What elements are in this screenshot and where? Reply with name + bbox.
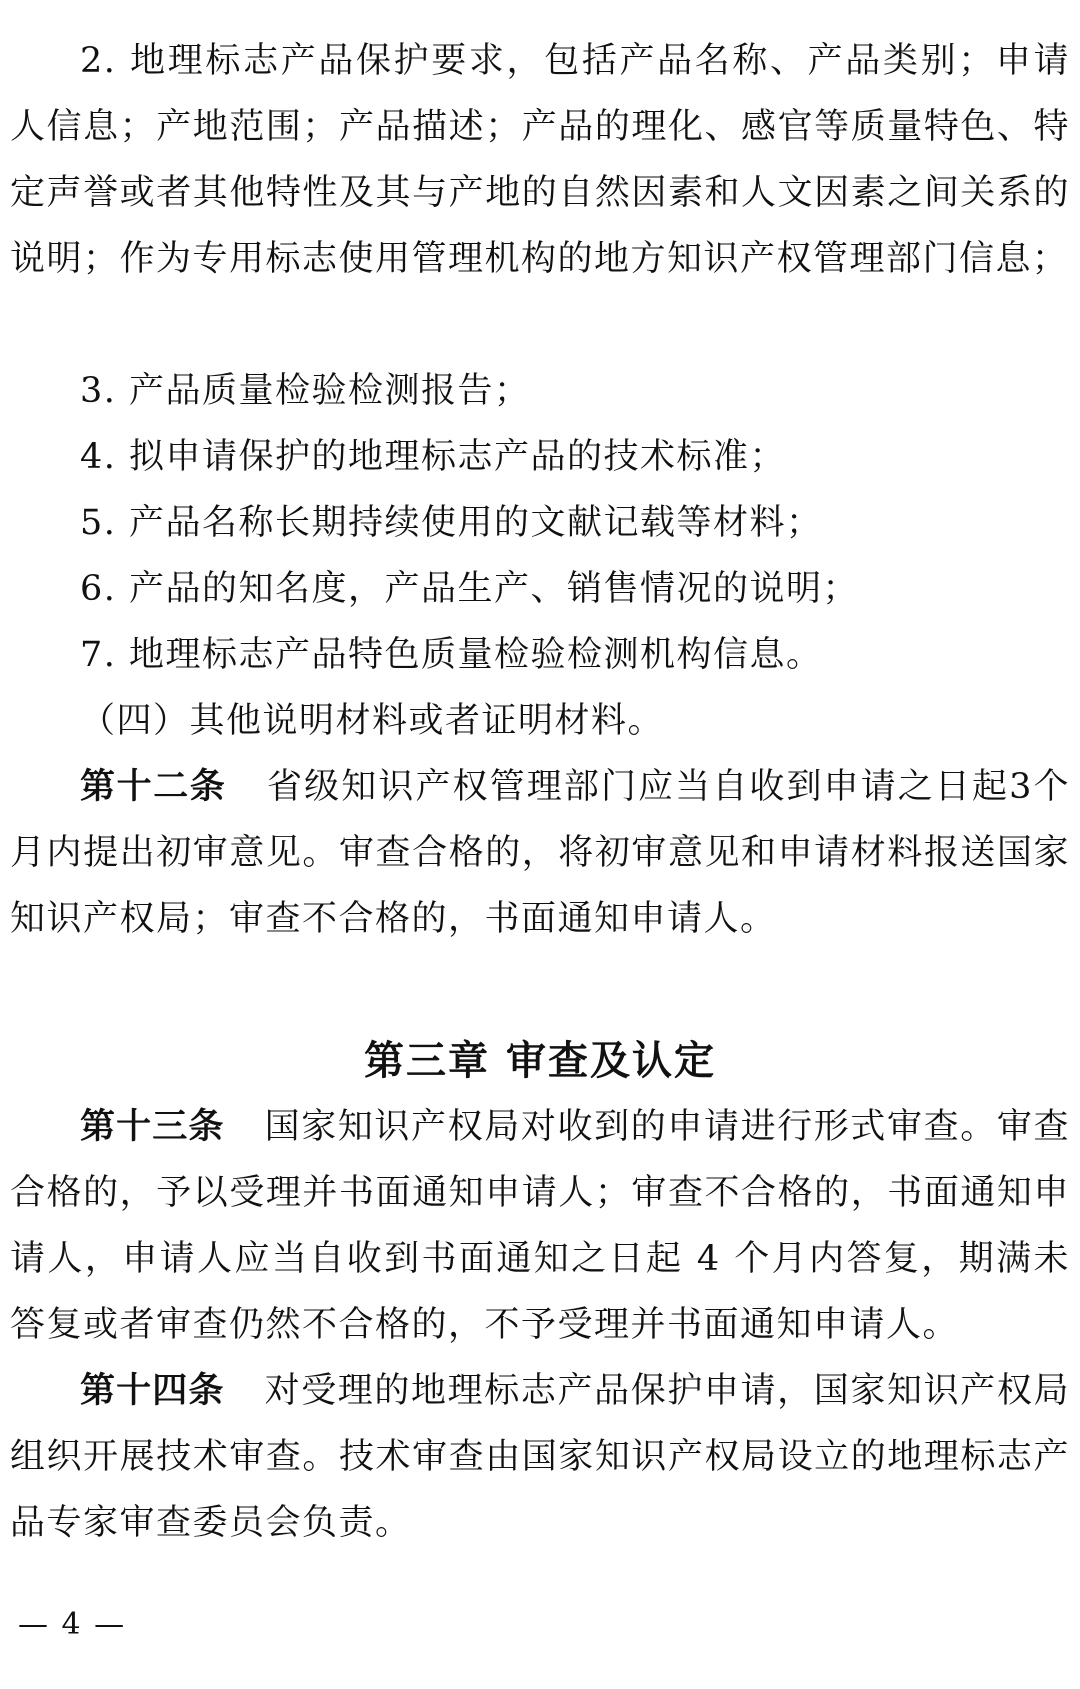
article-13 bbox=[10, 1094, 1070, 1358]
article-12-label: 第十二条 bbox=[80, 767, 227, 807]
article-14-label: 第十四条 bbox=[80, 1371, 225, 1411]
article-14-text: 对受理的地理标志产品保护申请，国家知识产权局组织开展技术审查。技术审查由国家知识产权局设立的地理标志产品专家审查委员会负责。 bbox=[10, 1371, 1070, 1543]
list-item-2: 2. 地理标志产品保护要求，包括产品名称、产品类别；申请人信息；产地范围；产品描述；产品的理化、感官等质量特色、特定声誉或者其他特性及其与产地的自然因素和人文因素之间关系的说明；作为专用标志使用管理机构的地方知识产权管理部门信息； bbox=[10, 41, 1070, 279]
list-item-4: 4. 拟申请保护的地理标志产品的技术标准； bbox=[80, 437, 787, 477]
page-number: — 4 — bbox=[18, 1607, 127, 1642]
article-13-text: 国家知识产权局对收到的申请进行形式审查。审查合格的，予以受理并书面通知申请人；审查不合格的，书面通知申请人，申请人应当自收到书面通知之日起 4 个月内答复，期满未答复或者审查仍然不合格的，不予受理并书面通知申请人。 bbox=[10, 1107, 1070, 1345]
list-item-3: 3. 产品质量检验检测报告； bbox=[80, 371, 531, 411]
list-item-6: 6. 产品的知名度，产品生产、销售情况的说明； bbox=[80, 569, 860, 609]
article-14 bbox=[10, 1358, 1070, 1556]
list-item-5: 5. 产品名称长期持续使用的文献记载等材料； bbox=[80, 503, 823, 543]
list-item-other-materials: （四）其他说明材料或者证明材料。 bbox=[80, 701, 665, 741]
article-13-label: 第十三条 bbox=[80, 1107, 225, 1147]
article-12-text: 省级知识产权管理部门应当自收到申请之日起3个月内提出初审意见。审查合格的，将初审意见和申请材料报送国家知识产权局；审查不合格的，书面通知申请人。 bbox=[10, 767, 1070, 939]
chapter-title: 第三章 审查及认定 bbox=[364, 1038, 716, 1084]
list-item-7: 7. 地理标志产品特色质量检验检测机构信息。 bbox=[80, 635, 823, 675]
article-12 bbox=[10, 754, 1070, 952]
